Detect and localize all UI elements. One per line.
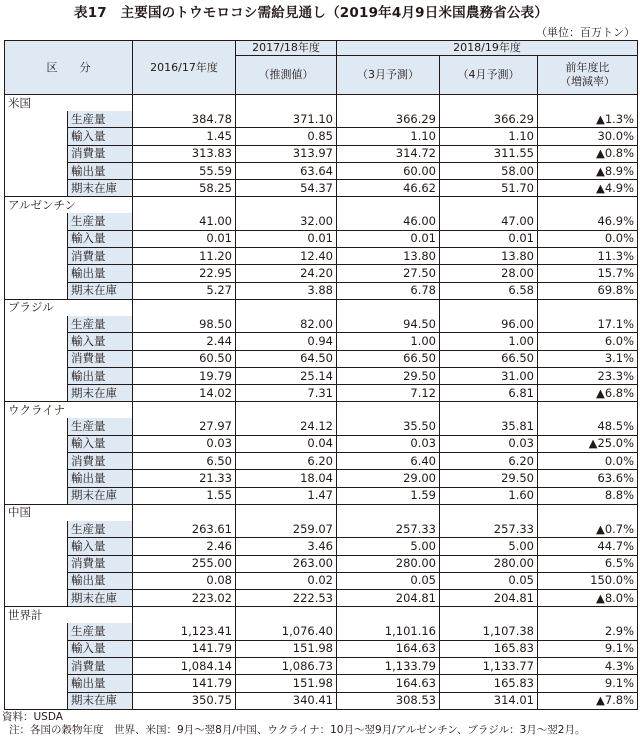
item-label: 輸入量: [68, 538, 133, 555]
value-2017-estimate: 3.88: [236, 282, 337, 299]
value-2016: 21.33: [133, 470, 236, 487]
value-2016: 350.75: [133, 692, 236, 709]
value-2018-march: 0.01: [337, 230, 440, 247]
value-2018-april: 6.20: [440, 453, 538, 470]
item-label: 消費量: [68, 555, 133, 572]
indent-cell: [5, 418, 68, 435]
value-2018-april: 1.60: [440, 487, 538, 504]
value-2017-estimate: 18.04: [236, 470, 337, 487]
table-row: [5, 385, 638, 402]
value-2016: 384.78: [133, 111, 236, 128]
indent-cell: [5, 213, 68, 230]
value-2018-april: 165.83: [440, 675, 538, 692]
value-2018-march: 66.50: [337, 350, 440, 367]
table-row: [5, 282, 638, 299]
item-label: 輸入量: [68, 435, 133, 452]
group-header-blank-cell: [440, 402, 538, 419]
value-change: ▲8.9%: [538, 162, 638, 179]
group-header-blank-cell: [538, 299, 638, 316]
value-2018-march: 7.12: [337, 385, 440, 402]
item-label: 消費量: [68, 453, 133, 470]
value-2018-march: 6.40: [337, 453, 440, 470]
value-2016: 2.44: [133, 333, 236, 350]
value-2016: 41.00: [133, 213, 236, 230]
value-2017-estimate: 263.00: [236, 555, 337, 572]
value-change: 4.3%: [538, 658, 638, 675]
group-header-blank-cell: [440, 299, 538, 316]
value-2018-march: 13.80: [337, 248, 440, 265]
value-2016: 27.97: [133, 418, 236, 435]
item-label: 輸入量: [68, 128, 133, 145]
group-header-blank-cell: [236, 607, 337, 624]
value-2018-april: 28.00: [440, 265, 538, 282]
group-header-blank-cell: [133, 504, 236, 521]
item-label: 消費量: [68, 248, 133, 265]
table-row: [5, 418, 638, 435]
table-row: [5, 640, 638, 657]
table-row: [5, 675, 638, 692]
source-note: 資料：USDA: [2, 711, 63, 723]
value-2016: 14.02: [133, 385, 236, 402]
value-change: 30.0%: [538, 128, 638, 145]
value-change: 17.1%: [538, 316, 638, 333]
value-change: 15.7%: [538, 265, 638, 282]
value-change: 3.1%: [538, 350, 638, 367]
value-2018-march: 204.81: [337, 590, 440, 607]
table-row: [5, 572, 638, 589]
group-header-blank-cell: [133, 402, 236, 419]
value-2018-april: 1,107.38: [440, 623, 538, 640]
group-2018-header: 2018/19年度: [337, 41, 638, 56]
value-2016: 0.01: [133, 230, 236, 247]
item-label: 輸出量: [68, 265, 133, 282]
group-header-blank-cell: [337, 504, 440, 521]
value-change: 2.9%: [538, 623, 638, 640]
value-2016: 60.50: [133, 350, 236, 367]
value-change: ▲1.3%: [538, 111, 638, 128]
table-body: [5, 95, 638, 710]
group-header-row: [5, 299, 638, 316]
indent-cell: [5, 521, 68, 538]
indent-cell: [5, 265, 68, 282]
table-row: [5, 470, 638, 487]
value-change: ▲8.0%: [538, 590, 638, 607]
value-2018-april: 5.00: [440, 538, 538, 555]
group-header-blank-cell: [538, 95, 638, 112]
item-label: 生産量: [68, 213, 133, 230]
table-row: [5, 333, 638, 350]
value-2017-estimate: 371.10: [236, 111, 337, 128]
value-2018-march: 280.00: [337, 555, 440, 572]
value-2017-estimate: 313.97: [236, 145, 337, 162]
indent-cell: [5, 385, 68, 402]
value-change: 48.5%: [538, 418, 638, 435]
value-2017-estimate: 82.00: [236, 316, 337, 333]
indent-cell: [5, 470, 68, 487]
value-2017-estimate: 151.98: [236, 675, 337, 692]
group-header-blank-cell: [440, 197, 538, 214]
col-change-line2: （増減率）: [560, 75, 616, 88]
indent-cell: [5, 248, 68, 265]
group-header-blank-cell: [440, 607, 538, 624]
group-header-blank-cell: [236, 402, 337, 419]
value-2018-march: 1.00: [337, 333, 440, 350]
group-header-blank-cell: [337, 197, 440, 214]
value-2017-estimate: 0.94: [236, 333, 337, 350]
value-change: ▲4.9%: [538, 180, 638, 197]
value-2016: 141.79: [133, 640, 236, 657]
indent-cell: [5, 128, 68, 145]
value-2018-march: 6.78: [337, 282, 440, 299]
group-name: 米国: [5, 95, 133, 112]
value-2018-march: 257.33: [337, 521, 440, 538]
unit-label: （単位：百万トン）: [536, 26, 635, 39]
table-row: [5, 213, 638, 230]
value-change: 8.8%: [538, 487, 638, 504]
value-2016: 1.55: [133, 487, 236, 504]
value-2018-march: 164.63: [337, 675, 440, 692]
group-header-blank-cell: [236, 504, 337, 521]
value-2018-april: 58.00: [440, 162, 538, 179]
value-2016: 0.08: [133, 572, 236, 589]
col-2016-header: 2016/17年度: [133, 41, 236, 95]
group-header-blank-cell: [337, 95, 440, 112]
item-label: 輸出量: [68, 367, 133, 384]
value-2017-estimate: 12.40: [236, 248, 337, 265]
value-2017-estimate: 340.41: [236, 692, 337, 709]
col-april-header: （4月予測）: [440, 56, 538, 95]
value-2018-march: 0.05: [337, 572, 440, 589]
value-2018-april: 165.83: [440, 640, 538, 657]
value-change: 0.0%: [538, 453, 638, 470]
table-row: [5, 248, 638, 265]
value-2017-estimate: 0.85: [236, 128, 337, 145]
indent-cell: [5, 538, 68, 555]
indent-cell: [5, 111, 68, 128]
table-row: [5, 180, 638, 197]
item-label: 消費量: [68, 658, 133, 675]
indent-cell: [5, 658, 68, 675]
group-header-blank-cell: [133, 197, 236, 214]
indent-cell: [5, 590, 68, 607]
value-2017-estimate: 1.47: [236, 487, 337, 504]
value-2017-estimate: 222.53: [236, 590, 337, 607]
table-row: [5, 692, 638, 709]
table-row: [5, 367, 638, 384]
value-2017-estimate: 151.98: [236, 640, 337, 657]
value-2016: 5.27: [133, 282, 236, 299]
col-march-header: （3月予測）: [337, 56, 440, 95]
table-row: [5, 623, 638, 640]
value-2018-march: 1,133.79: [337, 658, 440, 675]
value-2016: 2.46: [133, 538, 236, 555]
item-label: 輸出量: [68, 470, 133, 487]
value-2018-march: 164.63: [337, 640, 440, 657]
indent-cell: [5, 316, 68, 333]
value-change: 11.3%: [538, 248, 638, 265]
col-change-header: [538, 56, 638, 95]
group-header-row: [5, 504, 638, 521]
value-2017-estimate: 54.37: [236, 180, 337, 197]
table-title: 表17 主要国のトウモロコシ需給見通し（2019年4月9日米国農務省公表）: [74, 5, 549, 21]
category-header: 区 分: [5, 41, 133, 95]
table-row: [5, 590, 638, 607]
indent-cell: [5, 367, 68, 384]
value-2018-march: 29.50: [337, 367, 440, 384]
value-2018-april: 96.00: [440, 316, 538, 333]
value-2017-estimate: 32.00: [236, 213, 337, 230]
value-2018-april: 0.01: [440, 230, 538, 247]
group-name: 世界計: [5, 607, 133, 624]
value-2017-estimate: 0.04: [236, 435, 337, 452]
item-label: 輸入量: [68, 333, 133, 350]
group-header-blank-cell: [337, 607, 440, 624]
item-label: 期末在庫: [68, 180, 133, 197]
group-header-row: [5, 197, 638, 214]
item-label: 輸入量: [68, 640, 133, 657]
item-label: 輸出量: [68, 572, 133, 589]
value-change: 6.0%: [538, 333, 638, 350]
value-2018-march: 1.10: [337, 128, 440, 145]
value-2018-march: 46.00: [337, 213, 440, 230]
value-2017-estimate: 7.31: [236, 385, 337, 402]
value-2018-april: 66.50: [440, 350, 538, 367]
value-2016: 313.83: [133, 145, 236, 162]
table-row: [5, 487, 638, 504]
value-change: 23.3%: [538, 367, 638, 384]
value-2018-april: 31.00: [440, 367, 538, 384]
value-2016: 255.00: [133, 555, 236, 572]
value-2016: 11.20: [133, 248, 236, 265]
group-header-blank-cell: [538, 607, 638, 624]
indent-cell: [5, 487, 68, 504]
item-label: 生産量: [68, 316, 133, 333]
indent-cell: [5, 692, 68, 709]
corn-supply-demand-table: [4, 40, 638, 710]
group-header-blank-cell: [337, 402, 440, 419]
item-label: 生産量: [68, 623, 133, 640]
value-2018-april: 6.81: [440, 385, 538, 402]
value-change: 44.7%: [538, 538, 638, 555]
indent-cell: [5, 435, 68, 452]
indent-cell: [5, 282, 68, 299]
value-2016: 0.03: [133, 435, 236, 452]
indent-cell: [5, 572, 68, 589]
group-header-blank-cell: [133, 607, 236, 624]
value-change: 46.9%: [538, 213, 638, 230]
value-2018-april: 314.01: [440, 692, 538, 709]
group-name: ブラジル: [5, 299, 133, 316]
group-header-blank-cell: [440, 95, 538, 112]
value-2017-estimate: 1,076.40: [236, 623, 337, 640]
value-change: ▲6.8%: [538, 385, 638, 402]
value-2018-march: 314.72: [337, 145, 440, 162]
value-change: 9.1%: [538, 640, 638, 657]
group-name: アルゼンチン: [5, 197, 133, 214]
value-2018-march: 0.03: [337, 435, 440, 452]
group-header-blank-cell: [133, 95, 236, 112]
item-label: 輸入量: [68, 230, 133, 247]
value-change: 0.0%: [538, 230, 638, 247]
indent-cell: [5, 180, 68, 197]
item-label: 期末在庫: [68, 282, 133, 299]
value-2018-april: 204.81: [440, 590, 538, 607]
value-2017-estimate: 3.46: [236, 538, 337, 555]
group-name: ウクライナ: [5, 402, 133, 419]
item-label: 期末在庫: [68, 385, 133, 402]
value-2017-estimate: 25.14: [236, 367, 337, 384]
value-change: 63.6%: [538, 470, 638, 487]
value-2018-april: 29.50: [440, 470, 538, 487]
value-2018-march: 308.53: [337, 692, 440, 709]
value-2018-april: 13.80: [440, 248, 538, 265]
group-header-row: [5, 607, 638, 624]
table-row: [5, 658, 638, 675]
indent-cell: [5, 333, 68, 350]
value-change: ▲7.8%: [538, 692, 638, 709]
table-row: [5, 230, 638, 247]
table-row: [5, 521, 638, 538]
value-2018-march: 27.50: [337, 265, 440, 282]
table-row: [5, 265, 638, 282]
value-change: ▲0.8%: [538, 145, 638, 162]
group-header-blank-cell: [337, 299, 440, 316]
value-2016: 58.25: [133, 180, 236, 197]
indent-cell: [5, 230, 68, 247]
value-2017-estimate: 24.20: [236, 265, 337, 282]
item-label: 生産量: [68, 521, 133, 538]
table-row: [5, 453, 638, 470]
table-row: [5, 111, 638, 128]
value-2017-estimate: 64.50: [236, 350, 337, 367]
value-2018-april: 47.00: [440, 213, 538, 230]
item-label: 輸出量: [68, 675, 133, 692]
value-2018-april: 311.55: [440, 145, 538, 162]
item-label: 期末在庫: [68, 590, 133, 607]
value-2018-april: 257.33: [440, 521, 538, 538]
value-change: 6.5%: [538, 555, 638, 572]
item-label: 生産量: [68, 418, 133, 435]
group-2017-header: 2017/18年度: [236, 41, 337, 56]
value-2018-april: 0.03: [440, 435, 538, 452]
table-row: [5, 538, 638, 555]
table-row: [5, 555, 638, 572]
table-row: [5, 162, 638, 179]
group-header-row: [5, 95, 638, 112]
value-2016: 6.50: [133, 453, 236, 470]
indent-cell: [5, 640, 68, 657]
value-2016: 1,123.41: [133, 623, 236, 640]
value-2018-march: 1,101.16: [337, 623, 440, 640]
table-row: [5, 435, 638, 452]
value-2018-april: 1,133.77: [440, 658, 538, 675]
value-2017-estimate: 1,086.73: [236, 658, 337, 675]
indent-cell: [5, 145, 68, 162]
group-header-blank-cell: [538, 504, 638, 521]
value-2016: 19.79: [133, 367, 236, 384]
value-2016: 263.61: [133, 521, 236, 538]
value-2016: 141.79: [133, 675, 236, 692]
item-label: 期末在庫: [68, 692, 133, 709]
value-2018-march: 5.00: [337, 538, 440, 555]
value-2016: 22.95: [133, 265, 236, 282]
table-row: [5, 316, 638, 333]
group-header-blank-cell: [236, 197, 337, 214]
value-2016: 98.50: [133, 316, 236, 333]
indent-cell: [5, 623, 68, 640]
item-label: 生産量: [68, 111, 133, 128]
table-row: [5, 145, 638, 162]
value-2018-april: 366.29: [440, 111, 538, 128]
value-change: 150.0%: [538, 572, 638, 589]
value-2017-estimate: 0.01: [236, 230, 337, 247]
group-header-blank-cell: [133, 299, 236, 316]
table-row: [5, 128, 638, 145]
value-2018-april: 6.58: [440, 282, 538, 299]
col-change-line1: 前年度比: [565, 61, 610, 74]
value-2018-march: 366.29: [337, 111, 440, 128]
value-2016: 1,084.14: [133, 658, 236, 675]
value-2017-estimate: 259.07: [236, 521, 337, 538]
value-2018-april: 0.05: [440, 572, 538, 589]
value-2018-march: 46.62: [337, 180, 440, 197]
indent-cell: [5, 675, 68, 692]
value-2017-estimate: 63.64: [236, 162, 337, 179]
value-2018-march: 94.50: [337, 316, 440, 333]
item-label: 期末在庫: [68, 487, 133, 504]
group-header-blank-cell: [538, 402, 638, 419]
value-change: ▲0.7%: [538, 521, 638, 538]
indent-cell: [5, 162, 68, 179]
col-estimate-header: （推測値）: [236, 56, 337, 95]
value-2017-estimate: 0.02: [236, 572, 337, 589]
value-2018-march: 35.50: [337, 418, 440, 435]
group-header-row: [5, 402, 638, 419]
value-2017-estimate: 6.20: [236, 453, 337, 470]
value-2016: 55.59: [133, 162, 236, 179]
table-row: [5, 350, 638, 367]
group-header-blank-cell: [538, 197, 638, 214]
indent-cell: [5, 453, 68, 470]
item-label: 消費量: [68, 350, 133, 367]
value-2018-march: 60.00: [337, 162, 440, 179]
group-header-blank-cell: [440, 504, 538, 521]
indent-cell: [5, 555, 68, 572]
value-change: ▲25.0%: [538, 435, 638, 452]
indent-cell: [5, 350, 68, 367]
value-2018-april: 35.81: [440, 418, 538, 435]
group-header-blank-cell: [236, 299, 337, 316]
value-2018-march: 1.59: [337, 487, 440, 504]
group-header-blank-cell: [236, 95, 337, 112]
value-2018-april: 1.00: [440, 333, 538, 350]
item-label: 消費量: [68, 145, 133, 162]
value-change: 69.8%: [538, 282, 638, 299]
value-2018-april: 280.00: [440, 555, 538, 572]
value-2018-april: 51.70: [440, 180, 538, 197]
value-2016: 223.02: [133, 590, 236, 607]
group-name: 中国: [5, 504, 133, 521]
value-2018-april: 1.10: [440, 128, 538, 145]
footnote: 注：各国の穀物年度 世界、米国：9月～翌8月/中国、ウクライナ：10月～翌9月/アルゼンチン、ブラジル：3月～翌2月。: [9, 724, 586, 736]
value-2018-march: 29.00: [337, 470, 440, 487]
value-2017-estimate: 24.12: [236, 418, 337, 435]
value-2016: 1.45: [133, 128, 236, 145]
item-label: 輸出量: [68, 162, 133, 179]
value-change: 9.1%: [538, 675, 638, 692]
